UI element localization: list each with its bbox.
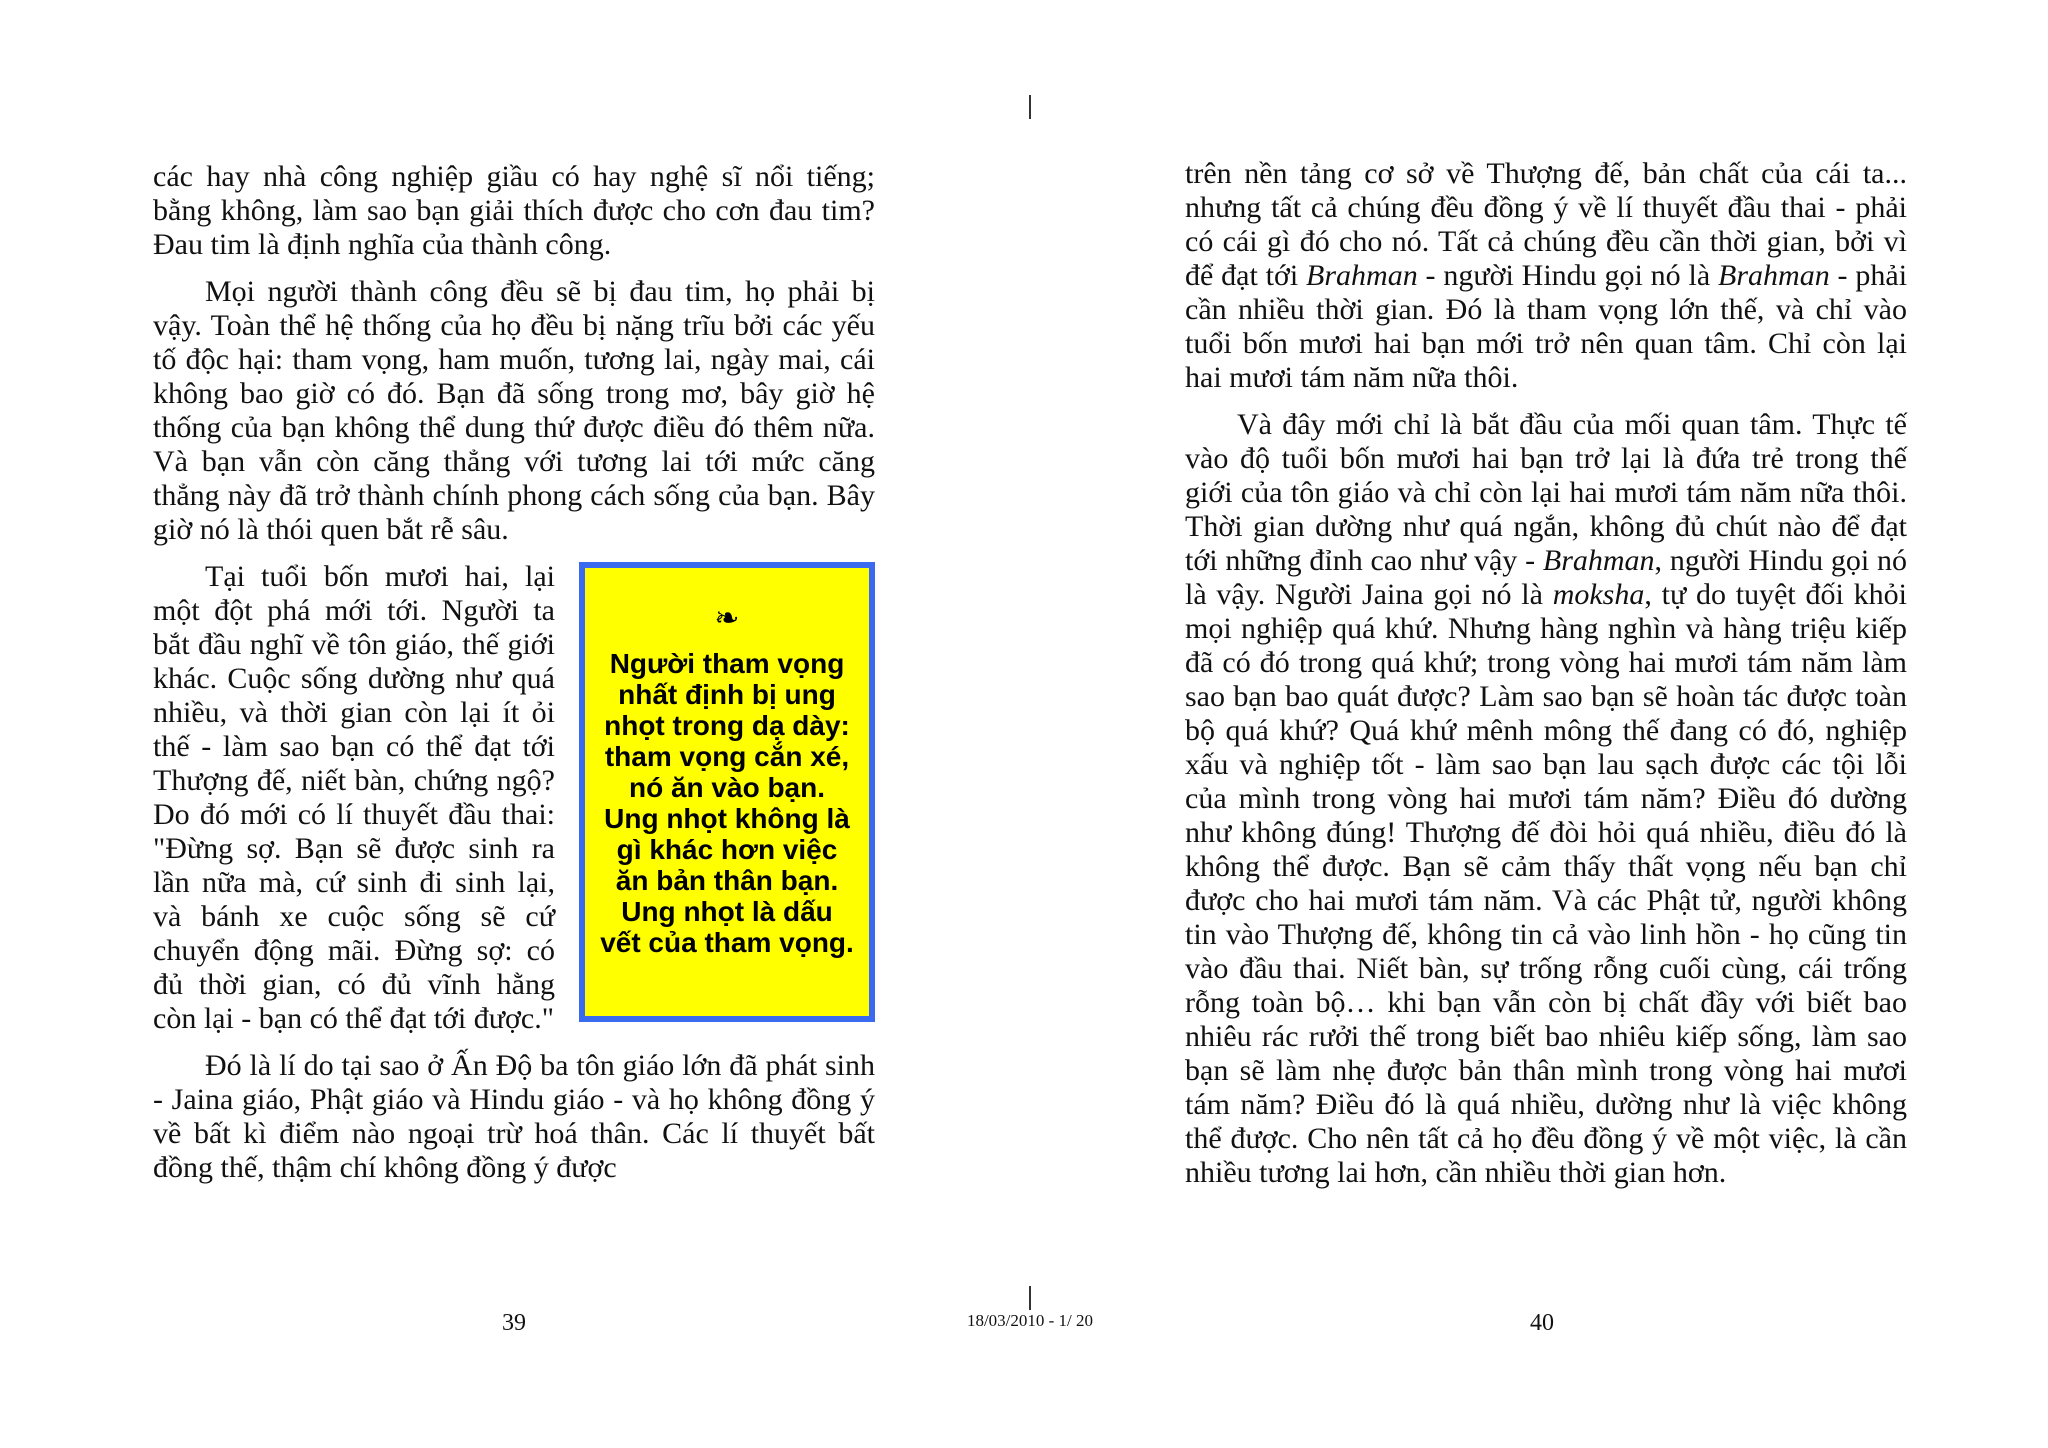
pull-quote-box bbox=[579, 562, 875, 1022]
paragraph-text: Và đây mới chỉ là bắt đầu của mối quan tâm. Thực tế vào độ tuổi bốn mươi hai bạn trở lại là đứa trẻ trong thế giới của tôn giáo và chỉ còn lại hai mươi tám năm nữa thôi. Thời gian dường như quá ngắn, không đủ chút nào để đạt tới những đỉnh cao như vậy - bbox=[1185, 408, 1907, 577]
page-number-left: 39 bbox=[502, 1310, 526, 1336]
paragraph: Mọi người thành công đều sẽ bị đau tim, họ phải bị vậy. Toàn thể hệ thống của họ đều bị nặng trĩu bởi các yếu tố độc hại: tham vọng, ham muốn, tương lai, ngày mai, cái không bao giờ có đó. Bạn đã sống trong mơ, bây giờ hệ thống của bạn không thể dung thứ được điều đó thêm nữa. Và bạn vẫn còn căng thẳng với tương lai tới mức căng thẳng này đã trở thành chính phong cách sống của bạn. Bây giờ nó là thói quen bắt rễ sâu. bbox=[153, 275, 875, 546]
spine-mark-bottom bbox=[1029, 1286, 1031, 1310]
emphasis-term: Brahman bbox=[1718, 259, 1830, 292]
fleuron-icon: ❧ bbox=[714, 602, 740, 635]
emphasis-term: moksha bbox=[1552, 578, 1645, 611]
left-text-column bbox=[153, 160, 875, 1198]
paragraph-text: , người Hindu gọi nó là vậy. Người Jaina gọi nó là bbox=[1185, 544, 1908, 611]
paragraph bbox=[1185, 408, 1907, 1190]
paragraph: Tại tuổi bốn mươi hai, lại một đột phá mới tới. Người ta bắt đầu nghĩ về tôn giáo, thế giới khác. Cuộc sống dường như quá nhiều, và thời gian còn lại ít ỏi thế - làm sao bạn có thể đạt tới Thượng đế, niết bàn, chứng ngộ? Do đó mới có lí thuyết đầu thai: "Đừng sợ. Bạn sẽ được sinh ra lần nữa mà, cứ sinh đi sinh lại, và bánh xe cuộc sống sẽ cứ chuyển động mãi. Đừng sợ: có đủ thời gian, có đủ vĩnh hằng còn lại - bạn có thể đạt tới được." bbox=[153, 560, 555, 1035]
emphasis-term: Brahman bbox=[1306, 259, 1418, 292]
pull-quote-text: Người tham vọng nhất định bị ung nhọt trong dạ dày: tham vọng cắn xé, nó ăn vào bạn. Ung nhọt không là gì khác hơn việc ăn bản thân bạn. Ung nhọt là dấu vết của tham vọng. bbox=[600, 648, 854, 958]
paragraph-text: - phải cần nhiều thời gian. Đó là tham vọng lớn thế, và chỉ vào tuổi bốn mươi hai bạn mới trở nên quan tâm. Chỉ còn lại hai mươi tám năm nữa thôi. bbox=[1185, 259, 1908, 394]
paragraph bbox=[1185, 157, 1907, 395]
paragraph-text: , tự do tuyệt đối khỏi mọi nghiệp quá khứ. Nhưng hàng nghìn và hàng triệu kiếp đã có đó trong quá khứ; trong vòng hai mươi tám năm làm sao bạn bao quát được? Làm sao bạn sẽ hoàn tác được toàn bộ quá khứ? Quá khứ mênh mông thế đang có đó, nghiệp xấu và nghiệp tốt - làm sao bạn lau sạch được các tội lỗi của mình trong vòng hai mươi tám năm? Điều đó dường như không đúng! Thượng đế đòi hỏi quá nhiều, điều đó là không thể được. Bạn sẽ cảm thấy thất vọng nếu bạn chỉ được cho hai mươi tám năm. Và các Phật tử, người không tin vào Thượng đế, không tin cả vào linh hồn - họ cũng tin vào đầu thai. Niết bàn, sự trống rỗng cuối cùng, cái trống rỗng toàn bộ… khi bạn vẫn còn bị chất đầy với biết bao nhiêu rác rưởi thế trong biết bao nhiêu kiếp sống, làm sao bạn sẽ làm nhẹ được bản thân mình trong vòng hai mươi tám năm? Điều đó là quá nhiều, dường như là việc không thể được. Cho nên tất cả họ đều đồng ý về một việc, là cần nhiều tương lai hơn, cần nhiều thời gian hơn. bbox=[1185, 578, 1907, 1189]
print-date-stamp: 18/03/2010 - 1/ 20 bbox=[966, 1311, 1094, 1330]
paragraph: Đó là lí do tại sao ở Ấn Độ ba tôn giáo lớn đã phát sinh - Jaina giáo, Phật giáo và Hindu giáo - và họ không đồng ý về bất kì điểm nào ngoại trừ hoá thân. Các lí thuyết bất đồng thế, thậm chí không đồng ý được bbox=[153, 1049, 875, 1184]
paragraph: các hay nhà công nghiệp giầu có hay nghệ sĩ nổi tiếng; bằng không, làm sao bạn giải thích được cho cơn đau tim? Đau tim là định nghĩa của thành công. bbox=[153, 160, 875, 261]
paragraph-text: - người Hindu gọi nó là bbox=[1417, 259, 1719, 292]
paragraph-text: trên nền tảng cơ sở về Thượng đế, bản chất của cái ta... nhưng tất cả chúng đều đồng ý về lí thuyết đầu thai - phải có cái gì đó cho nó. Tất cả chúng đều cần thời gian, bởi vì để đạt tới bbox=[1185, 157, 1907, 292]
page-number-right: 40 bbox=[1530, 1310, 1554, 1336]
right-text-column bbox=[1185, 157, 1907, 1203]
emphasis-term: Brahman bbox=[1542, 544, 1655, 577]
